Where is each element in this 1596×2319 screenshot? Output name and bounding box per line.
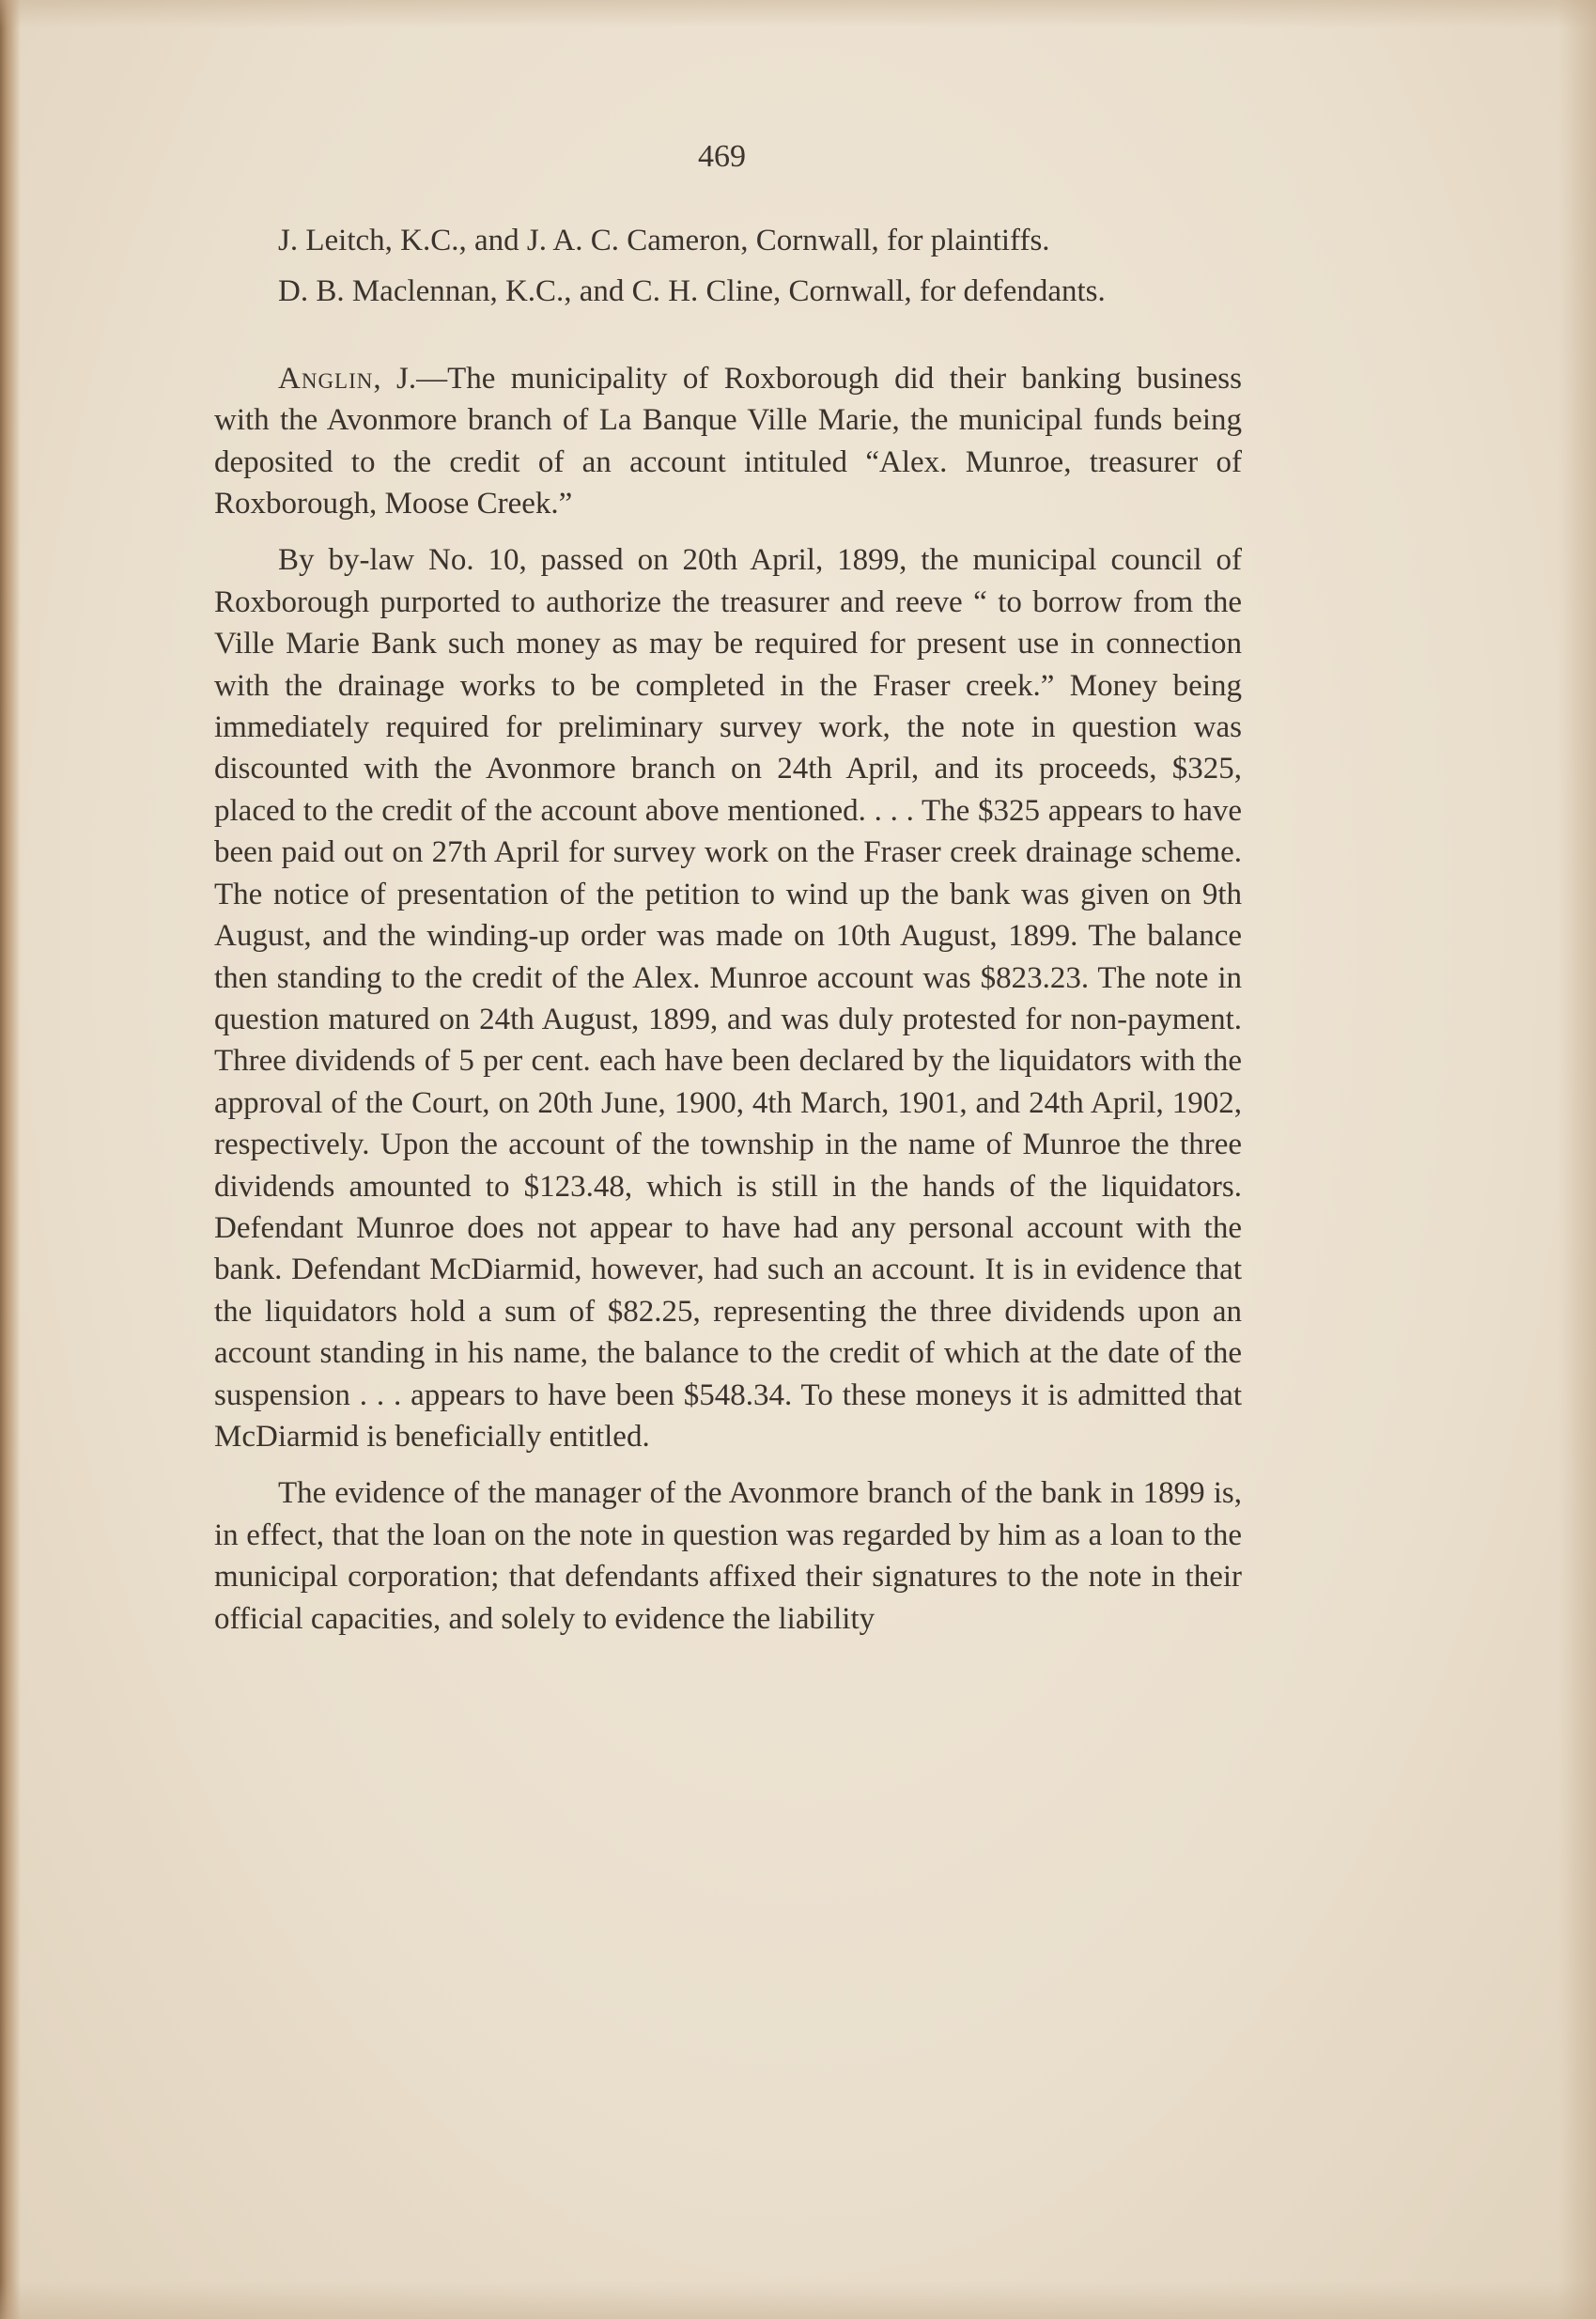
page-right-edge [1558,0,1596,2319]
counsel-plaintiffs: J. Leitch, K.C., and J. A. C. Cameron, Cornwall, for plaintiffs. [278,224,1050,257]
page-top-edge [0,0,1596,28]
page-binding-edge [0,0,21,2319]
page-number: 469 [698,139,746,174]
page-bottom-edge [0,2281,1596,2319]
body-text [214,220,1242,1640]
judgment-opening-text: —The municipality of Roxborough did their banking business with the Avonmore branch of La Banque Ville Marie, the municipal funds being deposited to the credit of an account intituled “Alex. Munroe, treasurer of Roxborough, Moose Creek.” [214,361,1242,521]
counsel-defendants: D. B. Maclennan, K.C., and C. H. Cline, Cornwall, for defendants. [278,274,1106,309]
paragraph-bylaw: By by-law No. 10, passed on 20th April, 1899, the municipal council of Roxborough purported to authorize the treasurer and reeve “ to borrow from the Ville Marie Bank such money as may be required for present use in connection with the drainage works to be completed in the Fraser creek.” Money being immediately required for preliminary survey work, the note in question was discounted with the Avonmore branch on 24th April, and its proceeds, $325, placed to the credit of the account above mentioned. . . . The $325 appears to have been paid out on 27th April for survey work on the Fraser creek drainage scheme. The notice of presentation of the petition to wind up the bank was given on 9th August, and the winding-up order was made on 10th August, 1899. The balance then standing to the credit of the Alex. Munroe account was $823.23. The note in question matured on 24th August, 1899, and was duly protested for non-payment. Three dividends of 5 per cent. each have been declared by the liquidators with the approval of the Court, on 20th June, 1900, 4th March, 1901, and 24th April, 1902, respectively. Upon the account of the township in the name of Munroe the three dividends amounted to $123.48, which is still in the hands of the liquidators. Defendant Munroe does not appear to have had any personal account with the bank. Defendant McDiarmid, however, had such an account. It is in evidence that the liquidators hold a sum of $82.25, representing the three dividends upon an account standing in his name, the balance to the credit of which at the date of the suspension . . . appears to have been $548.34. To these moneys it is admitted that McDiarmid is beneficially entitled. [214,543,1242,1454]
judge-suffix: , J. [373,361,417,396]
judge-name: Anglin [278,361,374,396]
judgment-opening-paragraph [214,358,1242,525]
paragraph-evidence: The evidence of the manager of the Avonmore branch of the bank in 1899 is, in effect, that the loan on the note in question was regarded by him as a loan to the municipal corporation; that defendants affixed their signatures to the note in their official capacities, and solely to evidence the liability [214,1476,1242,1636]
